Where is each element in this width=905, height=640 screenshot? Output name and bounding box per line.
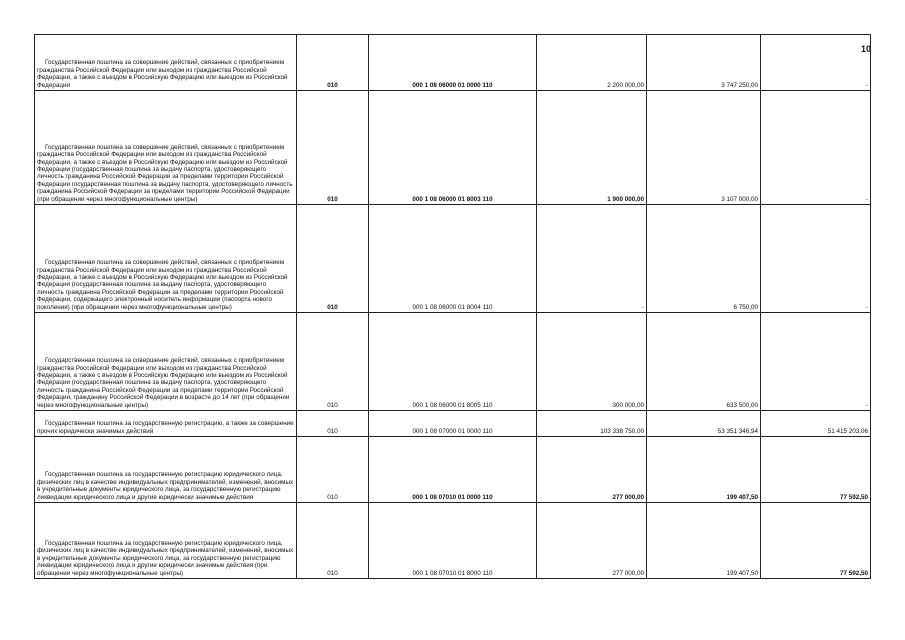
row-approved: 1 900 000,00 [537,91,647,205]
row-kbk: 000 1 08 07010 01 0000 110 [369,437,537,503]
row-approved: 277 000,00 [537,503,647,579]
row-executed: 3 107 000,00 [647,91,761,205]
row-code: 010 [297,437,369,503]
row-code: 010 [297,35,369,91]
row-unexecuted: 51 415 203,06 [761,411,871,437]
row-unexecuted: - [761,91,871,205]
row-approved: 300 000,00 [537,313,647,411]
table-row [35,503,871,579]
row-executed: 199 407,50 [647,437,761,503]
row-kbk: 000 1 08 06000 01 0000 110 [369,35,537,91]
row-kbk: 000 1 08 07010 01 8000 110 [369,503,537,579]
row-unexecuted: - [761,205,871,313]
table-row [35,313,871,411]
row-kbk: 000 1 08 06000 01 8005 110 [369,313,537,411]
row-approved: 103 338 750,00 [537,411,647,437]
row-executed: 199 407,50 [647,503,761,579]
revenue-table [34,34,871,579]
table-row [35,411,871,437]
row-executed: 633 500,00 [647,313,761,411]
row-approved: - [537,205,647,313]
row-unexecuted: 77 592,50 [761,503,871,579]
row-unexecuted: 77 592,50 [761,437,871,503]
row-approved: 277 000,00 [537,437,647,503]
row-code: 010 [297,411,369,437]
table-row [35,437,871,503]
row-unexecuted: - [761,313,871,411]
row-name: Государственная пошлина за совершение действий, связанных с приобретением гражданства Российской Федерации или выходом из гражданства Российской Федерации, а также с въездом в Российскую Федерацию или выездом из Российской Федерации (государственная пошлина за выдачу паспорта, удостоверяющего личность гражданина Российской Федерации за пределами территории Российской Федерации, содержащего электронный носитель информации (паспорта нового поколения) (при обращении через многофункциональные центры) [35,205,297,313]
row-approved: 2 200 000,00 [537,35,647,91]
row-executed: 6 750,00 [647,205,761,313]
row-name: Государственная пошлина за совершение действий, связанных с приобретением гражданства Российской Федерации или выходом из гражданства Российской Федерации, а также с въездом в Российскую Федерацию или выездом из Российской Федерации (государственная пошлина за выдачу паспорта, удостоверяющего личность гражданина Российской Федерации за пределами территории Российской Федерации, гражданину Российской Федерации в возрасте до 14 лет (при обращении через многофункциональные центры) [35,313,297,411]
row-kbk: 000 1 08 07000 01 0000 110 [369,411,537,437]
row-kbk: 000 1 08 06000 01 8004 110 [369,205,537,313]
page-number: 10 [861,44,872,54]
row-name: Государственная пошлина за совершение действий, связанных с приобретением гражданства Российской Федерации или выходом из гражданства Российской Федерации, а также с въездом в Российскую Федерацию или выездом из Российской Федерации (государственная пошлина за выдачу паспорта, удостоверяющего личность гражданина Российской Федерации за пределами территории Российской Федерации государственная пошлина за выдачу паспорта, удостоверяющего личность гражданина Российской Федерации за пределами территории Российской Федерации (при обращении через многофункциональные центры) [35,91,297,205]
row-code: 010 [297,503,369,579]
row-code: 010 [297,91,369,205]
row-kbk: 000 1 08 06000 01 8003 110 [369,91,537,205]
row-code: 010 [297,313,369,411]
row-code: 010 [297,205,369,313]
row-name: Государственная пошлина за совершение действий, связанных с приобретением гражданства Российской Федерации или выходом из гражданства Российской Федерации, а также с въездом в Российскую Федерацию или выездом из Российской Федерации [35,35,297,91]
table-row [35,91,871,205]
row-name: Государственная пошлина за государственную регистрацию, а также за совершение прочих юридически значимых действий [35,411,297,437]
table-row [35,205,871,313]
row-name: Государственная пошлина за государственную регистрацию юридического лица, физических лиц в качестве индивидуальных предпринимателей, изменений, вносимых в учредительные документы юридического лица, за государственную регистрацию ликвидации юридического лица и другие юридически значимые действия (при обращении через многофункциональные центры) [35,503,297,579]
table-row [35,35,871,91]
row-unexecuted: - [761,35,871,91]
row-name: Государственная пошлина за государственную регистрацию юридического лица, физических лиц в качестве индивидуальных предпринимателей, изменений, вносимых в учредительные документы юридического лица, за государственную регистрацию ликвидации юридического лица и другие юридически значимые действия [35,437,297,503]
row-executed: 53 351 346,94 [647,411,761,437]
row-executed: 3 747 250,00 [647,35,761,91]
